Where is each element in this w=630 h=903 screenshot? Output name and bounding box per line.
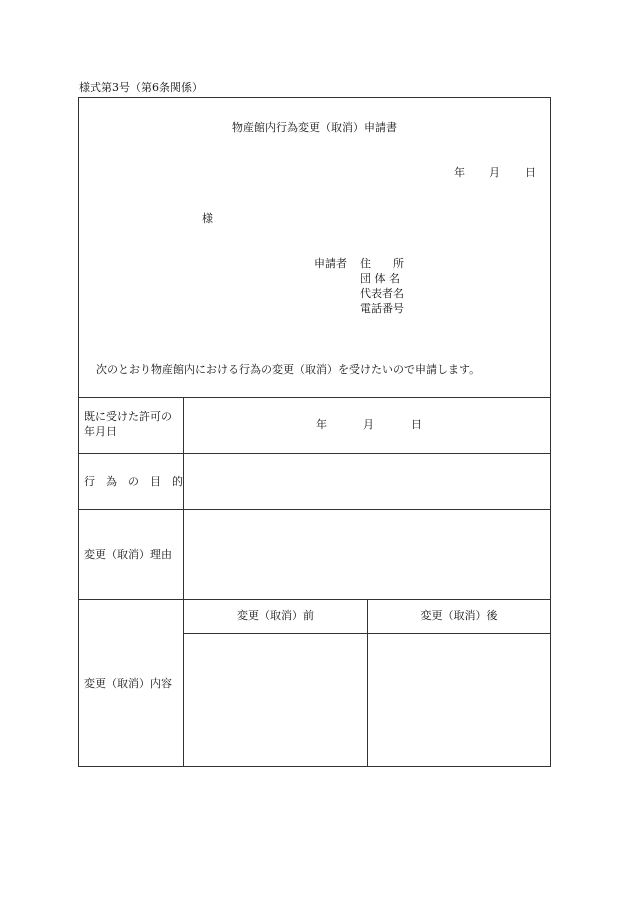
applicant-label: 申請者: [314, 257, 347, 270]
applicant-phone-label: 電話番号: [360, 302, 404, 315]
date-month: 月: [489, 166, 500, 179]
before-after-divider: [367, 599, 368, 766]
permit-date-year: 年: [316, 418, 327, 431]
divider-upper: [79, 397, 550, 398]
permit-date-label-1: 既に受けた許可の: [84, 410, 172, 423]
applicant-group-label: 団 体 名: [360, 272, 400, 285]
date-day: 日: [525, 166, 536, 179]
permit-date-day: 日: [411, 418, 422, 431]
applicant-address-label: 住 所: [360, 257, 404, 270]
permit-date-label-2: 年月日: [84, 425, 117, 438]
divider-row-2: [79, 509, 550, 510]
before-label: 変更（取消）前: [237, 609, 314, 622]
label-column-divider: [183, 397, 184, 766]
purpose-label: 行 為 の 目 的: [84, 475, 183, 488]
form-frame: [78, 97, 551, 767]
divider-row-3: [79, 599, 550, 600]
permit-date-month: 月: [363, 418, 374, 431]
applicant-representative-label: 代表者名: [360, 287, 404, 300]
date-year: 年: [454, 166, 465, 179]
form-title: 物産館内行為変更（取消）申請書: [232, 121, 397, 134]
content-label: 変更（取消）内容: [84, 677, 172, 690]
statement: 次のとおり物産館内における行為の変更（取消）を受けたいので申請します。: [96, 363, 481, 376]
reason-label: 変更（取消）理由: [84, 548, 172, 561]
divider-row-1: [79, 453, 550, 454]
after-label: 変更（取消）後: [420, 609, 498, 622]
addressee-suffix: 様: [202, 212, 213, 225]
form-number: 様式第3号（第6条関係）: [79, 81, 203, 94]
